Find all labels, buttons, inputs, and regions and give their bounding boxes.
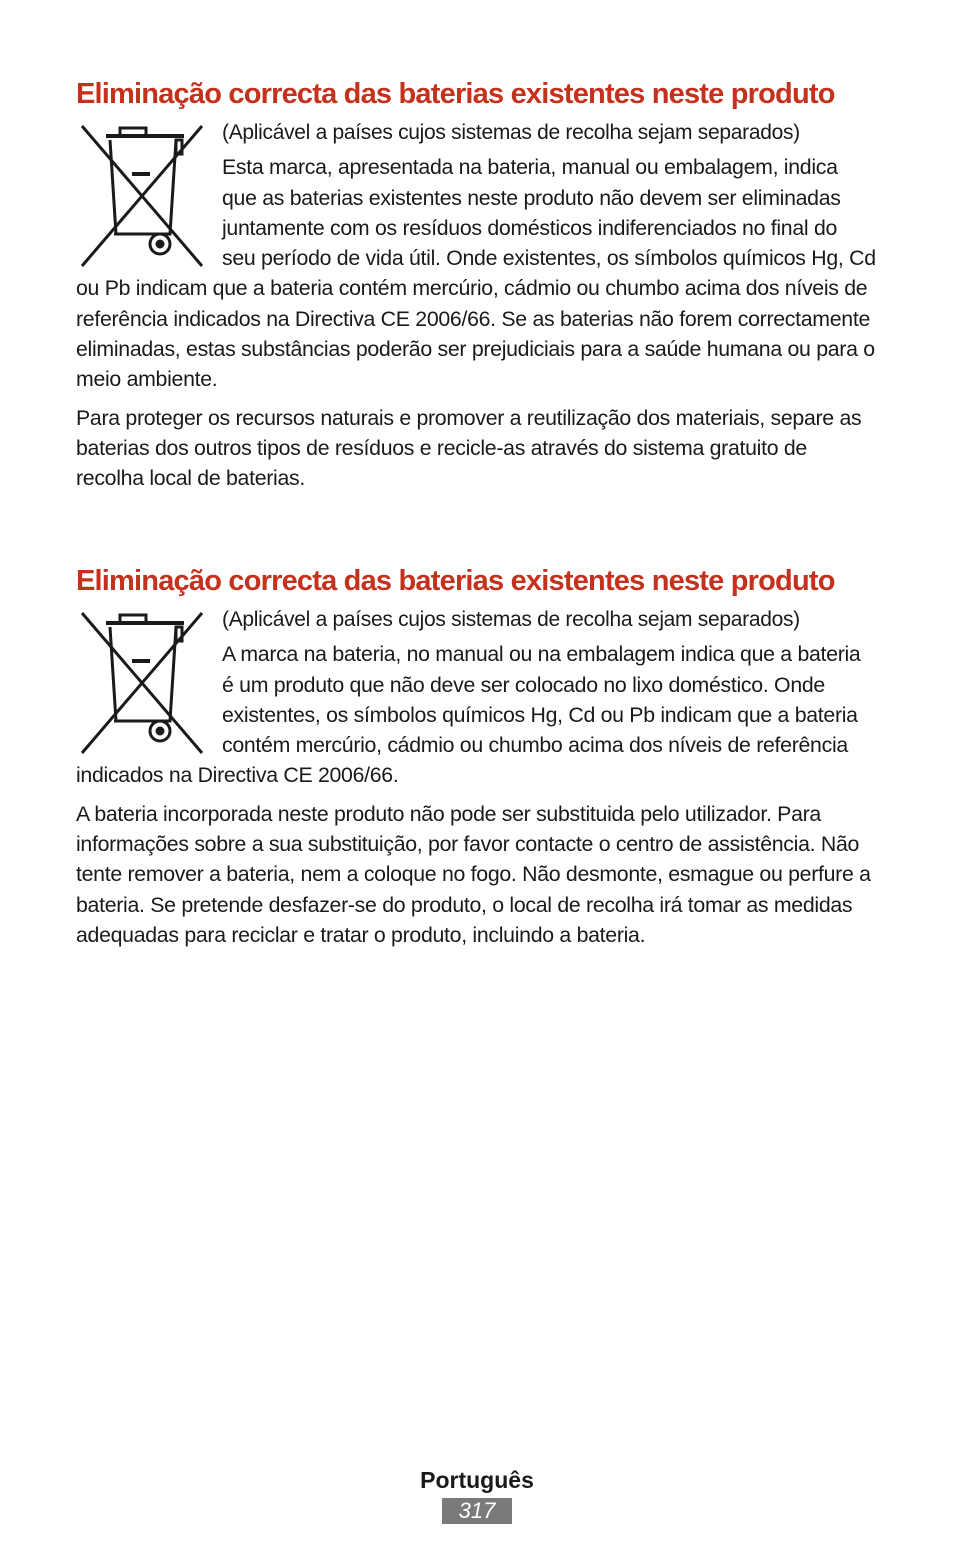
applicable-note: (Aplicável a países cujos sistemas de recolha sejam separados)	[222, 608, 800, 631]
body-paragraph-2: A bateria incorporada neste produto não pode ser substituida pelo utilizador. Para informações sobre a sua substituição, por favor contacte o centro de assistência. Não tente remover a bateria, nem a coloque no fogo. Não desmonte, esmague ou perfure a bateria. Se pretende desfazer-se do produto, o local de recolha irá tomar as medidas adequadas para reciclar e tratar o produto, incluindo a bateria.	[76, 801, 871, 947]
section-body	[76, 605, 876, 950]
page-footer	[0, 1464, 954, 1524]
crossed-out-wheelie-bin-icon	[76, 122, 208, 270]
battery-disposal-section-1	[76, 76, 876, 494]
applicable-note: (Aplicável a países cujos sistemas de recolha sejam separados)	[222, 121, 800, 144]
language-label: Português	[420, 1467, 534, 1493]
crossed-out-wheelie-bin-icon	[76, 609, 208, 757]
body-paragraph-2: Para proteger os recursos naturais e promover a reutilização dos materiais, separe as baterias dos outros tipos de resíduos e recicle-as através do sistema gratuito de recolha local de baterias.	[76, 405, 862, 491]
body-paragraph: Esta marca, apresentada na bateria, manual ou embalagem, indica que as baterias existentes neste produto não devem ser eliminadas juntamente com os resíduos domésticos indiferenciados no final do seu período de vida útil. Onde existentes, os símbolos químicos Hg, Cd ou Pb indicam que a bateria contém mercúrio, cádmio ou chumbo acima dos níveis de referência indicados na Directiva CE 2006/66. Se as baterias não forem correctamente eliminadas, estas substâncias poderão ser prejudiciais para a saúde humana ou para o meio ambiente.	[76, 155, 876, 392]
body-paragraph: A marca na bateria, no manual ou na embalagem indica que a bateria é um produto que não deve ser colocado no lixo doméstico. Onde existentes, os símbolos químicos Hg, Cd ou Pb indicam que a bateria contém mercúrio, cádmio ou chumbo acima dos níveis de referência indicados na Directiva CE 2006/66.	[76, 642, 861, 788]
section-body	[76, 118, 876, 494]
section-title: Eliminação correcta das baterias existentes neste produto	[76, 78, 835, 110]
battery-disposal-section-2	[76, 563, 876, 950]
section-title: Eliminação correcta das baterias existentes neste produto	[76, 565, 835, 597]
page-number: 317	[442, 1498, 512, 1524]
